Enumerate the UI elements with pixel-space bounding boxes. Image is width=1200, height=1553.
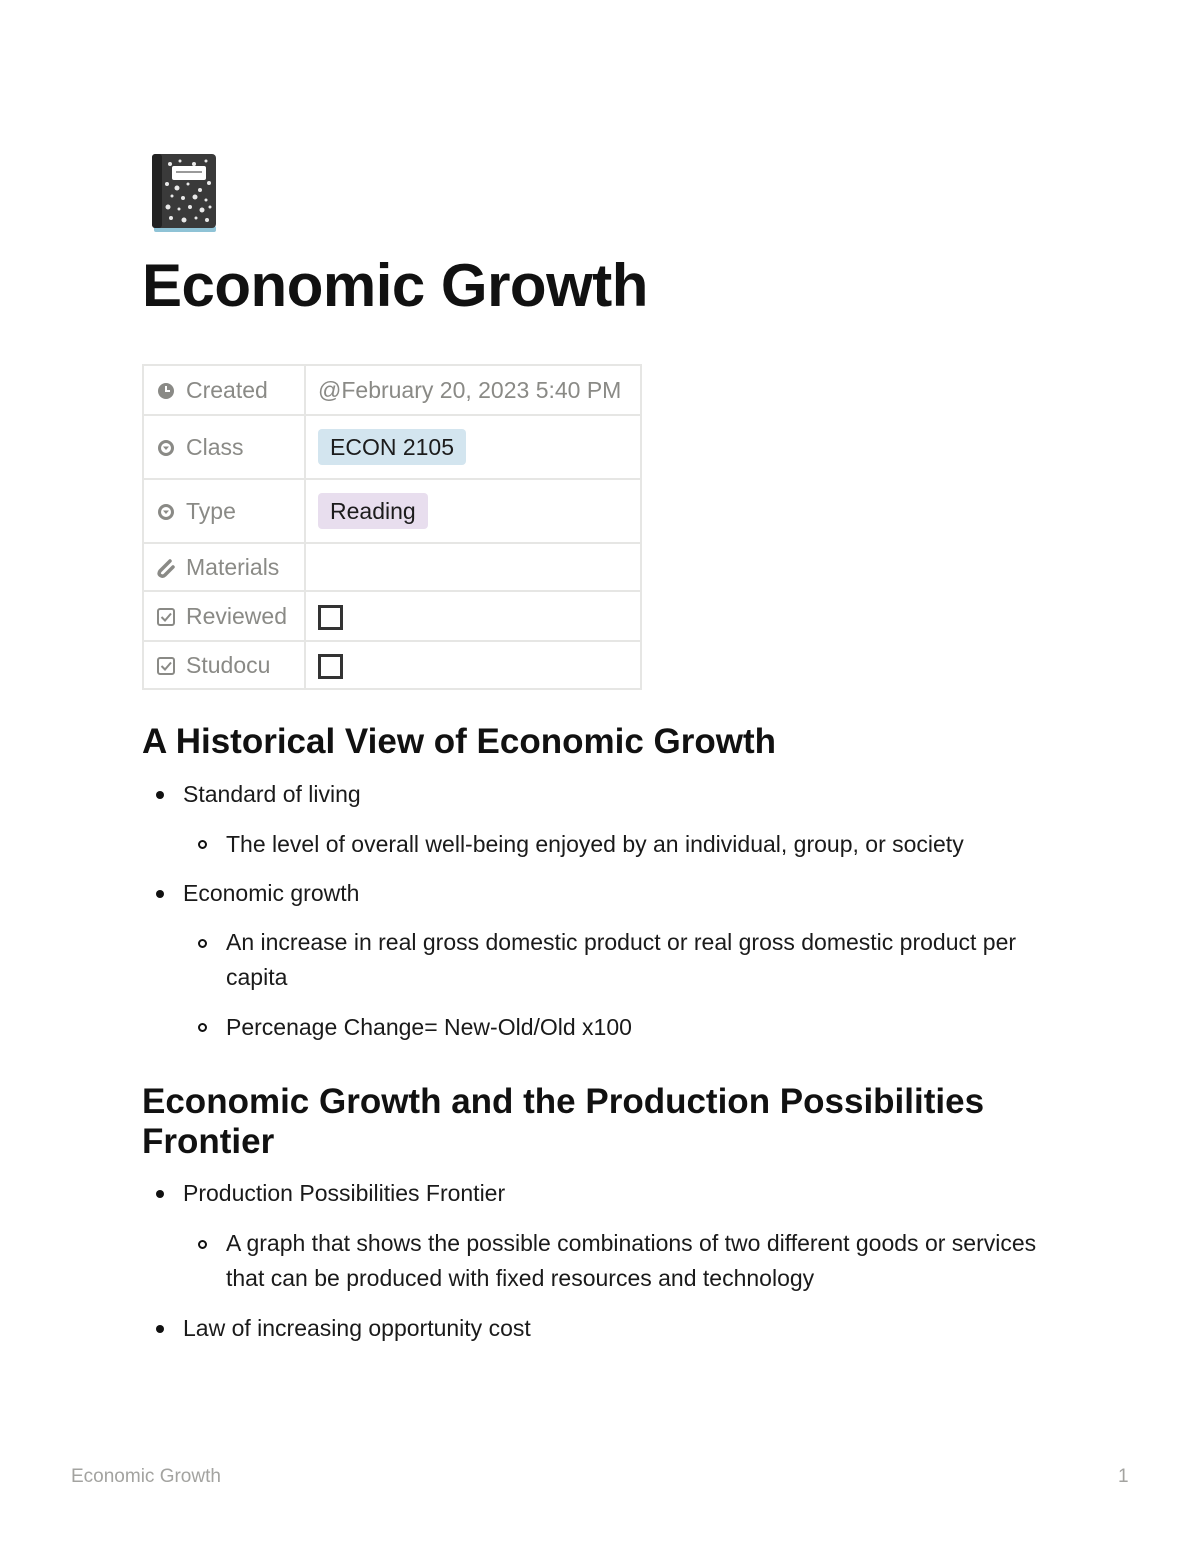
bullet-disc — [156, 1325, 164, 1333]
bullet-circle — [198, 1023, 207, 1032]
list-item: A graph that shows the possible combinations of two different goods or services that can be produced with fixed resources and technology — [226, 1230, 1037, 1291]
footer-title: Economic Growth — [71, 1466, 221, 1487]
bullet-circle — [198, 840, 207, 849]
reviewed-checkbox[interactable] — [318, 605, 343, 630]
properties-table — [142, 364, 642, 690]
bullet-circle — [198, 1240, 207, 1249]
list-item: Law of increasing opportunity cost — [183, 1315, 531, 1341]
materials-value[interactable] — [305, 543, 641, 591]
created-date-value[interactable]: @February 20, 2023 5:40 PM — [305, 365, 641, 415]
property-key — [143, 543, 305, 591]
clock-icon — [156, 380, 176, 400]
select-icon — [156, 437, 176, 457]
property-row-type — [143, 479, 641, 543]
property-label: Studocu — [186, 651, 271, 678]
checkbox-icon — [156, 655, 176, 675]
property-label: Created — [186, 376, 268, 403]
property-row-created — [143, 365, 641, 415]
section-heading: A Historical View of Economic Growth — [142, 722, 776, 761]
property-label: Reviewed — [186, 602, 287, 629]
bullet-disc — [156, 1190, 164, 1198]
property-row-materials — [143, 543, 641, 591]
page-number: 1 — [1118, 1466, 1129, 1487]
list-item: Percenage Change= New-Old/Old x100 — [226, 1014, 632, 1040]
property-key — [143, 415, 305, 479]
property-label: Class — [186, 433, 244, 460]
property-row-studocu — [143, 641, 641, 689]
studocu-checkbox[interactable] — [318, 654, 343, 679]
list-item: The level of overall well-being enjoyed by an individual, group, or society — [226, 831, 964, 857]
list-item: Standard of living — [183, 781, 361, 807]
property-key — [143, 591, 305, 641]
bullet-disc — [156, 791, 164, 799]
composition-notebook-icon — [150, 152, 220, 234]
select-icon — [156, 501, 176, 521]
property-row-class — [143, 415, 641, 479]
checkbox-icon — [156, 606, 176, 626]
property-row-reviewed — [143, 591, 641, 641]
property-label: Materials — [186, 553, 280, 580]
property-key — [143, 641, 305, 689]
page-title: Economic Growth — [142, 252, 648, 319]
list-item: Economic growth — [183, 880, 360, 906]
property-key — [143, 479, 305, 543]
property-key — [143, 365, 305, 415]
list-item: An increase in real gross domestic product or real gross domestic product per capita — [226, 929, 1017, 990]
section-heading: Economic Growth and the Production Possibilities Frontier — [142, 1082, 985, 1161]
paperclip-icon — [156, 557, 176, 577]
class-tag[interactable]: ECON 2105 — [318, 429, 466, 465]
list-item: Production Possibilities Frontier — [183, 1180, 506, 1206]
bullet-circle — [198, 939, 207, 948]
type-tag[interactable]: Reading — [318, 493, 428, 529]
bullet-disc — [156, 890, 164, 898]
property-label: Type — [186, 497, 236, 524]
